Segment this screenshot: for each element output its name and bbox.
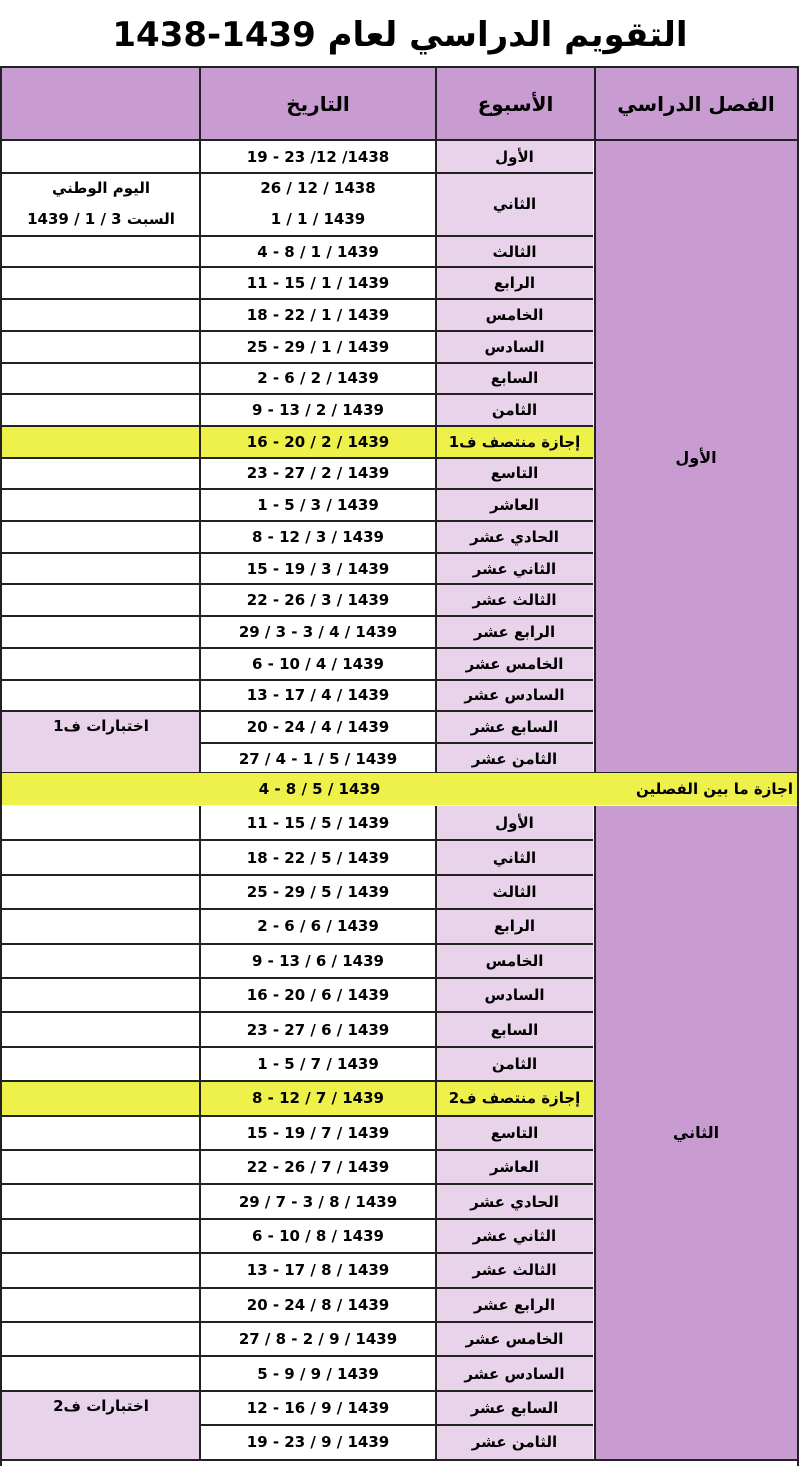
row-divider [2,1183,593,1185]
date-cell: 23 - 27 / 6 / 1439 [246,1020,390,1039]
notes-cell [2,616,200,648]
week-cell: السابع عشر [436,1391,593,1425]
row-divider [2,362,593,364]
notes-cell [2,944,200,978]
row-divider [2,1149,593,1151]
date-cell: 16 - 20 / 2 / 1439 [200,426,436,458]
week-cell: الثامن [436,1047,593,1081]
column-divider [435,806,437,1460]
row-divider [200,742,593,744]
date-cell: 22 - 26 / 3 / 1439 [246,591,390,610]
note-line: اليوم الوطني [51,179,151,198]
notes-cell [2,173,200,236]
row-divider [2,839,593,841]
week-cell: السادس [436,331,593,363]
column-divider [199,806,201,1460]
table-left-border [0,66,2,1466]
row-divider [2,1287,593,1289]
row-divider [2,1252,593,1254]
notes-cell [2,267,200,299]
row-divider [2,679,593,681]
week-cell: السابع [436,363,593,395]
row-divider [2,1046,593,1048]
date-cell: 4 - 8 / 1 / 1439 [257,242,379,261]
notes-cell [2,489,200,521]
date-cell: 20 - 24 / 8 / 1439 [246,1295,390,1314]
date-cell: 27 / 8 - 2 / 9 / 1439 [238,1330,398,1349]
date-cell: 25 - 29 / 5 / 1439 [246,882,390,901]
row-divider [2,583,593,585]
table-right-border [797,66,799,1466]
week-cell: الثالث [436,236,593,268]
notes-cell [2,1081,200,1115]
date-cell: 25 - 29 / 1 / 1439 [246,337,390,356]
row-divider [2,874,593,876]
notes-cell [2,521,200,553]
notes-cell [2,806,200,840]
header-notes [2,66,200,141]
notes-cell [2,978,200,1012]
notes-cell [2,584,200,616]
row-divider [2,977,593,979]
week-cell: الخامس [436,944,593,978]
notes-cell [2,875,200,909]
week-cell: الخامس عشر [436,1322,593,1356]
notes-cell [2,1356,200,1390]
row-divider [2,1080,593,1082]
date-cell: 18 - 22 / 1 / 1439 [246,305,390,324]
notes-cell [2,1253,200,1287]
column-divider [435,141,437,775]
notes-cell [2,299,200,331]
notes-cell [2,1150,200,1184]
date-cell: 18 - 22 / 5 / 1439 [246,848,390,867]
date-cell: 29 / 3 - 3 / 4 / 1439 [238,622,398,641]
date-cell: 27 / 4 - 1 / 5 / 1439 [238,749,398,768]
row-divider [2,520,593,522]
column-divider [435,66,437,141]
week-cell: الرابع عشر [436,1288,593,1322]
date-cell: 11 - 15 / 5 / 1439 [246,814,390,833]
date-cell: 23 - 27 / 2 / 1439 [246,464,390,483]
row-divider [2,908,593,910]
notes-cell [2,553,200,585]
row-divider [2,393,593,395]
notes-cell [2,426,200,458]
week-cell: الثالث [436,875,593,909]
date-cell: 2 - 6 / 6 / 1439 [257,917,379,936]
week-cell: الثالث عشر [436,1253,593,1287]
row-divider [2,1321,593,1323]
notes-cell [2,1047,200,1081]
semester-break-label: اجازة ما بين الفصلين [635,780,793,798]
date-cell: 9 - 13 / 2 / 1439 [251,401,384,420]
row-divider [2,1115,593,1117]
week-cell: الخامس عشر [436,648,593,680]
week-cell: الحادي عشر [436,1184,593,1218]
week-cell: الأول [436,806,593,840]
week-cell: إجازة منتصف ف2 [436,1081,593,1115]
notes-cell [2,458,200,490]
date-cell: 6 - 10 / 4 / 1439 [251,654,384,673]
row-divider [2,1011,593,1013]
notes-cell [2,331,200,363]
semester-break-date: 4 - 8 / 5 / 1439 [258,780,381,798]
week-cell: الثامن عشر [436,743,593,775]
row-divider [2,298,593,300]
date-cell: 8 - 12 / 7 / 1439 [200,1081,436,1115]
date-cell: 6 - 10 / 8 / 1439 [251,1226,384,1245]
notes-cell [2,840,200,874]
column-divider [594,141,596,775]
notes-cell [2,1012,200,1046]
date-cell: 20 - 24 / 4 / 1439 [246,718,390,737]
week-cell: التاسع [436,458,593,490]
semester-label: الثاني [595,806,797,1460]
semester-label: الأول [595,141,797,775]
row-divider [2,1355,593,1357]
row-divider [2,615,593,617]
date-cell: 12 - 16 / 9 / 1439 [246,1398,390,1417]
week-cell: الأول [436,141,593,173]
row-divider [2,552,593,554]
row-divider [2,943,593,945]
row-divider [2,647,593,649]
week-cell: الثالث عشر [436,584,593,616]
exam-note-cell: اختبارات ف2 [2,1391,200,1460]
date-cell [200,173,436,236]
row-divider [2,710,593,712]
week-cell: السادس عشر [436,680,593,712]
date-cell: 1 - 5 / 3 / 1439 [257,496,379,515]
week-cell: الثاني [436,840,593,874]
week-cell: الرابع عشر [436,616,593,648]
row-divider [2,1218,593,1220]
week-cell: الثاني [436,173,593,236]
date-cell: 8 - 12 / 3 / 1439 [251,527,384,546]
date-cell: 1 - 5 / 7 / 1439 [257,1054,379,1073]
notes-cell [2,1288,200,1322]
date-cell: 13 - 17 / 4 / 1439 [246,686,390,705]
notes-cell [2,909,200,943]
week-cell: الرابع [436,267,593,299]
notes-cell [2,648,200,680]
date-cell: 16 - 20 / 6 / 1439 [246,986,390,1005]
week-cell: الثاني عشر [436,553,593,585]
row-divider [2,172,593,174]
notes-cell [2,1116,200,1150]
row-divider [2,1390,593,1392]
week-cell: إجازة منتصف ف1 [436,426,593,458]
date-cell: 11 - 15 / 1 / 1439 [246,274,390,293]
date-cell: 15 - 19 / 7 / 1439 [246,1123,390,1142]
date-line: 26 / 12 / 1438 [260,179,376,198]
column-divider [594,806,596,1460]
week-cell: السادس عشر [436,1356,593,1390]
row-divider [2,330,593,332]
notes-cell [2,1322,200,1356]
date-cell: 19 - 23 / 9 / 1439 [246,1433,390,1452]
week-cell: الثامن عشر [436,1425,593,1459]
week-cell: العاشر [436,489,593,521]
date-cell: 13 - 17 / 8 / 1439 [246,1261,390,1280]
note-line: السبت 3 / 1 / 1439 [27,210,175,229]
header-week: الأسبوع [436,66,595,141]
date-cell: 15 - 19 / 3 / 1439 [246,559,390,578]
date-cell: 22 - 26 / 7 / 1439 [246,1158,390,1177]
exam-note-cell: اختبارات ف1 [2,711,200,774]
week-cell: السابع [436,1012,593,1046]
week-cell: الثاني عشر [436,1219,593,1253]
notes-cell [2,236,200,268]
row-divider [2,425,593,427]
row-divider [2,266,593,268]
notes-cell [2,1184,200,1218]
week-cell: التاسع [436,1116,593,1150]
date-cell: 5 - 9 / 9 / 1439 [257,1364,379,1383]
semester-break-row [2,773,797,805]
row-divider [2,1459,797,1461]
row-divider [2,457,593,459]
week-cell: السابع عشر [436,711,593,743]
date-cell: 29 / 7 - 3 / 8 / 1439 [238,1192,398,1211]
column-divider [594,66,596,141]
notes-cell [2,394,200,426]
row-divider [200,1424,593,1426]
row-divider [2,235,593,237]
notes-cell [2,1219,200,1253]
row-divider [2,488,593,490]
page-title: التقويم الدراسي لعام 1439-1438 [112,15,688,55]
date-line: 1 / 1 / 1439 [270,210,366,229]
header-date: التاريخ [200,66,436,141]
week-cell: السادس [436,978,593,1012]
notes-cell [2,141,200,173]
week-cell: الرابع [436,909,593,943]
header-semester: الفصل الدراسي [595,66,797,141]
date-cell: 2 - 6 / 2 / 1439 [257,369,379,388]
week-cell: الحادي عشر [436,521,593,553]
week-cell: الثامن [436,394,593,426]
week-cell: الخامس [436,299,593,331]
column-divider [199,141,201,775]
notes-cell [2,363,200,395]
week-cell: العاشر [436,1150,593,1184]
date-cell: 19 - 23 /12 /1438 [246,147,390,166]
date-cell: 9 - 13 / 6 / 1439 [251,951,384,970]
notes-cell [2,680,200,712]
column-divider [199,66,201,141]
